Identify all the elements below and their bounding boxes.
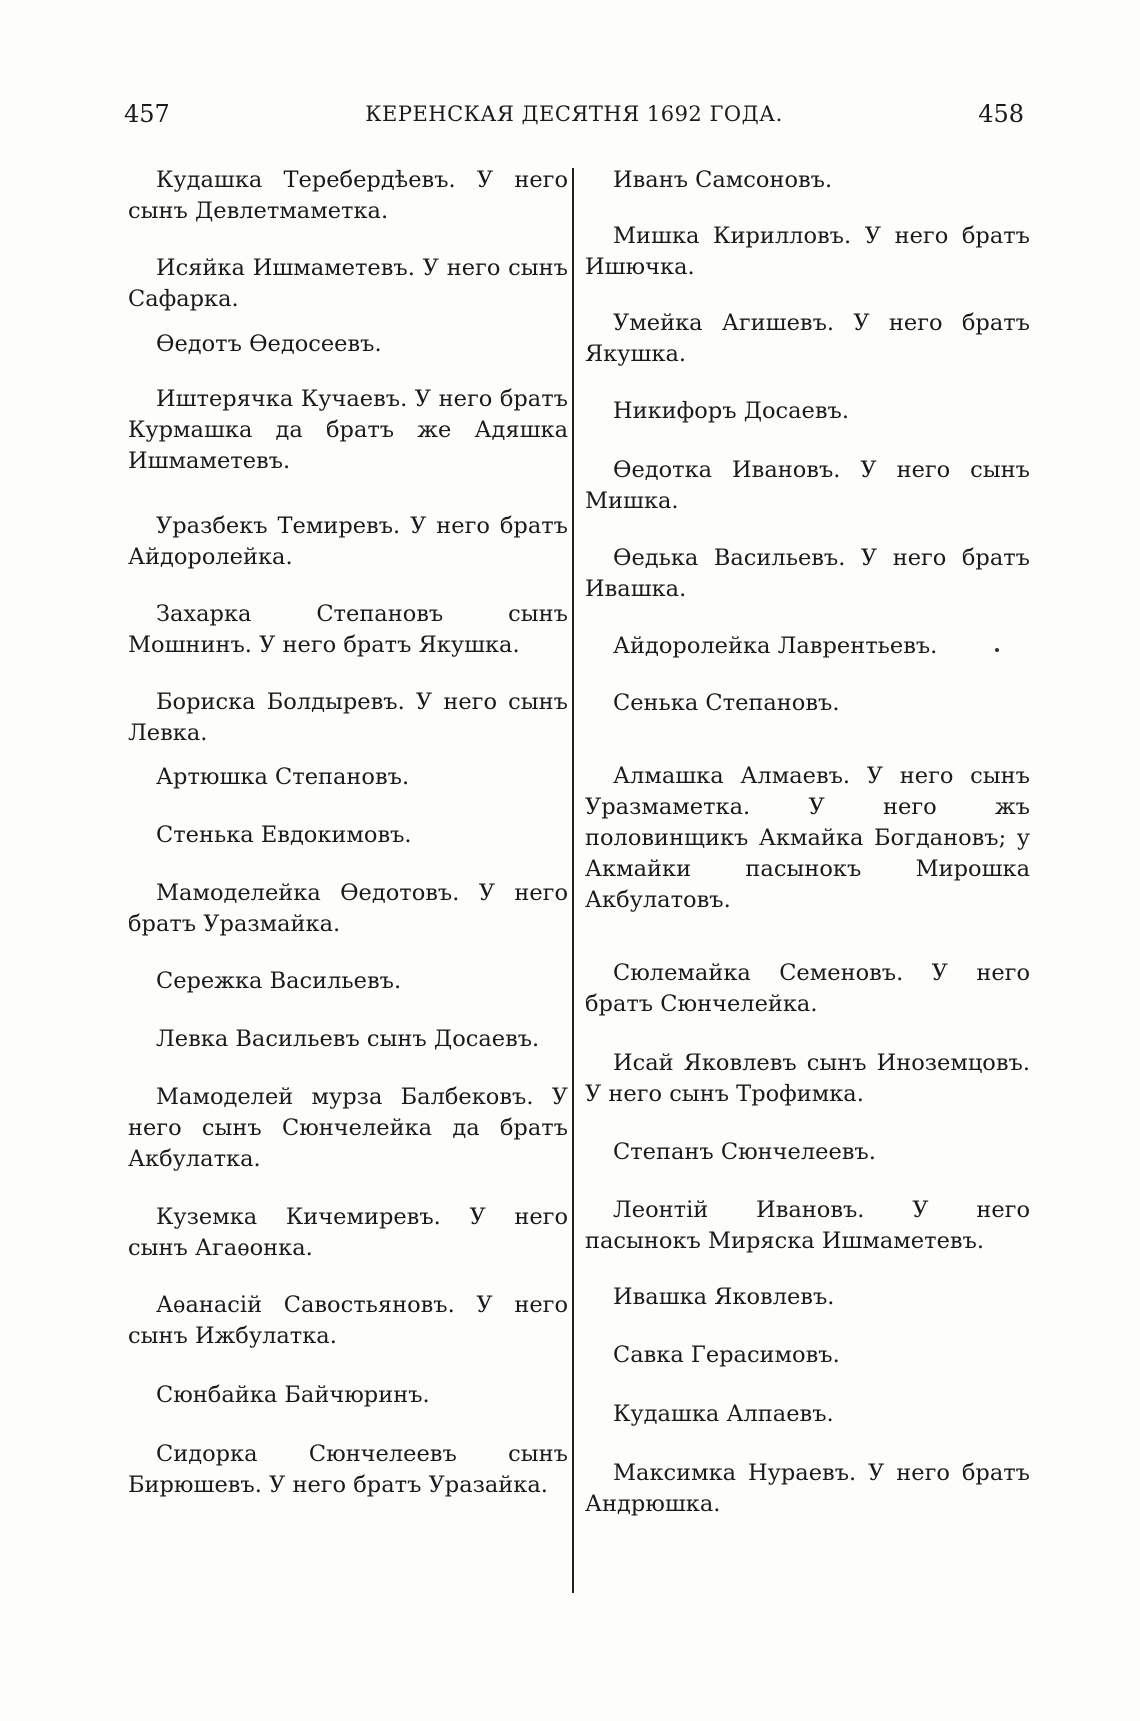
entry: Иштерячка Кучаевъ. У него братъ Курмашка да братъ же Адяшка Ишмаметевъ.: [128, 386, 568, 474]
page-number-left: 457: [124, 100, 170, 128]
entry: Айдоролейка Лаврентьевъ.: [613, 633, 938, 659]
right-column: [585, 165, 1030, 1520]
entry: Исяйка Ишмаметевъ. У него сынъ Сафарка.: [128, 255, 568, 312]
entry: Стенька Евдокимовъ.: [156, 822, 412, 848]
entry: Сидорка Сюнчелеевъ сынъ Бирюшевъ. У него братъ Уразайка.: [128, 1441, 568, 1498]
entry: Уразбекъ Темиревъ. У него братъ Айдоролейка.: [128, 513, 568, 570]
entry: Кудашка Алпаевъ.: [613, 1401, 834, 1427]
entry: Артюшка Степановъ.: [156, 764, 410, 790]
entry: Сюнбайка Байчюринъ.: [156, 1382, 430, 1408]
entry: Ивашка Яковлевъ.: [613, 1284, 835, 1310]
entry: Кудашка Теребердѣевъ. У него сынъ Девлетмаметка.: [128, 167, 568, 224]
page-number-right: 458: [978, 100, 1024, 128]
entry: Умейка Агишевъ. У него братъ Якушка.: [585, 310, 1030, 367]
entry: Бориска Болдыревъ. У него сынъ Левка.: [128, 689, 568, 746]
entry: Степанъ Сюнчелеевъ.: [613, 1139, 876, 1165]
entry: Алмашка Алмаевъ. У него сынъ Уразмаметка. У него жъ половинщикъ Акмайка Богдановъ; у Акмайки пасынокъ Мирошка Акбулатовъ.: [585, 763, 1030, 913]
entry: Максимка Нураевъ. У него братъ Андрюшка.: [585, 1460, 1030, 1517]
entry: Сережка Васильевъ.: [156, 968, 402, 994]
entry: Захарка Степановъ сынъ Мошнинъ. У него братъ Якушка.: [128, 601, 568, 658]
entry: Мишка Кирилловъ. У него братъ Ишючка.: [585, 223, 1030, 280]
entry: Никифоръ Досаевъ.: [613, 398, 850, 424]
entry: Ѳедотъ Ѳедосеевъ.: [156, 331, 382, 357]
entry: Исай Яковлевъ сынъ Иноземцовъ. У него сынъ Трофимка.: [585, 1050, 1030, 1107]
entry: Савка Герасимовъ.: [613, 1342, 840, 1368]
entry: Левка Васильевъ сынъ Досаевъ.: [156, 1026, 540, 1052]
entry: Сенька Степановъ.: [613, 690, 840, 716]
entry: Иванъ Самсоновъ.: [613, 167, 833, 193]
column-divider: [572, 168, 574, 1593]
entry: Аѳанасій Савостьяновъ. У него сынъ Ижбулатка.: [128, 1292, 568, 1349]
entry: Мамоделейка Ѳедотовъ. У него братъ Уразмайка.: [128, 880, 568, 937]
entry: Ѳедька Васильевъ. У него братъ Ивашка.: [585, 545, 1030, 602]
entry: Сюлемайка Семеновъ. У него братъ Сюнчелейка.: [585, 960, 1030, 1017]
entry: Ѳедотка Ивановъ. У него сынъ Мишка.: [585, 457, 1030, 514]
entry: Мамоделей мурза Балбековъ. У него сынъ Сюнчелейка да братъ Акбулатка.: [128, 1084, 568, 1172]
running-title: КЕРЕНСКАЯ ДЕСЯТНЯ 1692 ГОДА.: [365, 102, 783, 126]
left-column: [128, 165, 568, 1501]
running-header: [124, 100, 1024, 136]
entry: Куземка Кичемиревъ. У него сынъ Агаѳонка.: [128, 1204, 568, 1261]
ink-speck: [995, 648, 999, 652]
entry: Леонтій Ивановъ. У него пасынокъ Миряска Ишмаметевъ.: [585, 1197, 1030, 1254]
